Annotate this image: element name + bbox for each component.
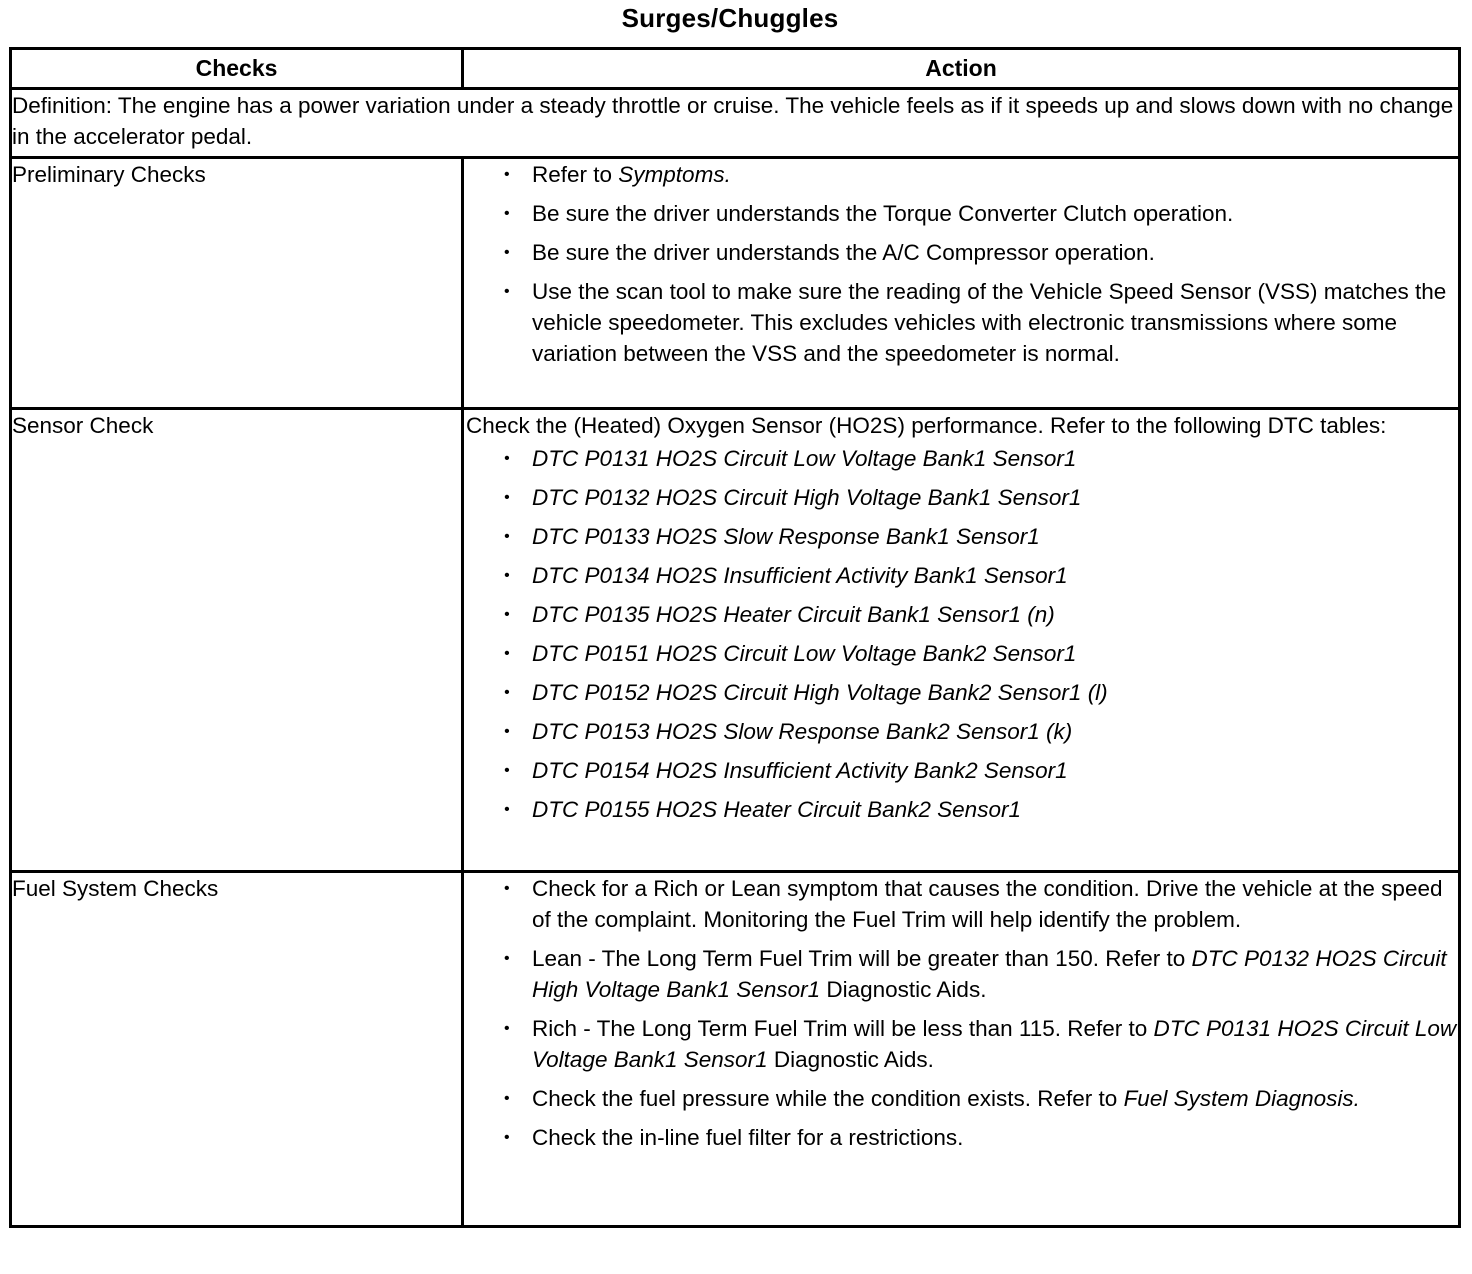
item-tail: Diagnostic Aids.	[767, 1047, 934, 1072]
action-cell-sensor	[463, 409, 1460, 872]
page-title: Surges/Chuggles	[621, 3, 839, 33]
item-text: Lean - The Long Term Fuel Trim will be greater than 150. Refer to	[532, 946, 1192, 971]
item-text: Refer to	[532, 162, 619, 187]
list-item: • Use the scan tool to make sure the reading of the Vehicle Speed Sensor (VSS) matches the vehicle speedometer. This excludes vehicles with electronic transmissions where some variation between the VSS and the speedometer is normal.	[532, 276, 1458, 369]
preliminary-list	[464, 159, 1458, 369]
action-cell-fuel	[463, 872, 1460, 1227]
fuel-system-reference: Fuel System Diagnosis.	[1123, 1086, 1360, 1111]
table-row-sensor	[11, 409, 1460, 872]
item-text: Rich - The Long Term Fuel Trim will be less than 115. Refer to	[532, 1016, 1154, 1041]
column-header-checks: Checks	[11, 49, 463, 89]
dtc-reference: DTC P0131 HO2S Circuit Low Voltage Bank1 Sensor1	[532, 1016, 1457, 1072]
definition-row	[11, 89, 1460, 158]
dtc-item: • DTC P0131 HO2S Circuit Low Voltage Bank1 Sensor1	[532, 443, 1458, 474]
dtc-item: • DTC P0134 HO2S Insufficient Activity Bank1 Sensor1	[532, 560, 1458, 591]
table-row-fuel	[11, 872, 1460, 1227]
dtc-item: • DTC P0153 HO2S Slow Response Bank2 Sensor1 (k)	[532, 716, 1458, 747]
item-tail: Diagnostic Aids.	[820, 977, 987, 1002]
check-label-preliminary: Preliminary Checks	[11, 158, 463, 409]
list-item: • Check for a Rich or Lean symptom that causes the condition. Drive the vehicle at the speed of the complaint. Monitoring the Fuel Trim will help identify the problem.	[532, 873, 1458, 935]
dtc-item: • DTC P0135 HO2S Heater Circuit Bank1 Sensor1 (n)	[532, 599, 1458, 630]
header-row	[11, 49, 1460, 89]
sensor-intro: Check the (Heated) Oxygen Sensor (HO2S) performance. Refer to the following DTC tables:	[466, 413, 1387, 438]
table-row-preliminary	[11, 158, 1460, 409]
dtc-item: • DTC P0132 HO2S Circuit High Voltage Bank1 Sensor1	[532, 482, 1458, 513]
action-cell-preliminary	[463, 158, 1460, 409]
list-item	[532, 1083, 1458, 1114]
dtc-item: • DTC P0152 HO2S Circuit High Voltage Bank2 Sensor1 (l)	[532, 677, 1458, 708]
column-header-action: Action	[463, 49, 1460, 89]
dtc-item: • DTC P0151 HO2S Circuit Low Voltage Bank2 Sensor1	[532, 638, 1458, 669]
check-label-fuel: Fuel System Checks	[11, 872, 463, 1227]
list-item	[532, 1013, 1458, 1075]
dtc-item: • DTC P0155 HO2S Heater Circuit Bank2 Sensor1	[532, 794, 1458, 825]
list-item	[532, 943, 1458, 1005]
list-item: • Be sure the driver understands the A/C Compressor operation.	[532, 237, 1458, 268]
check-label-sensor: Sensor Check	[11, 409, 463, 872]
definition-text: Definition: The engine has a power variation under a steady throttle or cruise. The vehicle feels as if it speeds up and slows down with no change in the accelerator pedal.	[11, 89, 1460, 158]
list-item: • Be sure the driver understands the Torque Converter Clutch operation.	[532, 198, 1458, 229]
dtc-item: • DTC P0154 HO2S Insufficient Activity Bank2 Sensor1	[532, 755, 1458, 786]
dtc-item: • DTC P0133 HO2S Slow Response Bank1 Sensor1	[532, 521, 1458, 552]
item-text: Check the fuel pressure while the condition exists. Refer to	[532, 1086, 1124, 1111]
dtc-reference: DTC P0132 HO2S Circuit High Voltage Bank1 Sensor1	[532, 946, 1447, 1002]
fuel-list	[464, 873, 1458, 1153]
list-item: • Check the in-line fuel filter for a restrictions.	[532, 1122, 1458, 1153]
list-item	[532, 159, 1458, 190]
dtc-list	[464, 443, 1458, 825]
symptoms-reference: Symptoms.	[618, 162, 731, 187]
diagnostic-table	[9, 47, 1461, 1228]
